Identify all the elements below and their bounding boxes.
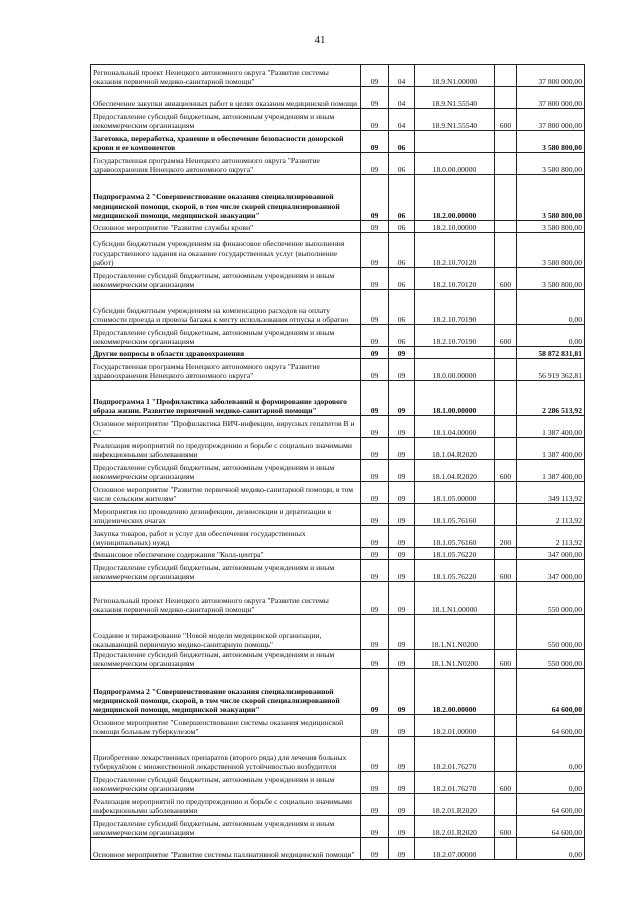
row-subsection: 09: [389, 347, 415, 359]
row-amount: 0,00: [517, 290, 585, 325]
row-name: Заготовка, переработка, хранение и обеспечение безопасности донорской крови и ее компонентов: [91, 131, 361, 153]
row-target-code: 18.2.10.00000: [415, 221, 495, 233]
row-target-code: 18.0.00.00000: [415, 153, 495, 175]
row-amount: 2 113,92: [517, 526, 585, 548]
row-name: Предоставление субсидий бюджетным, автономным учреждениям и иным некоммерческим организациям: [91, 772, 361, 794]
row-expense-type: [495, 482, 517, 504]
row-section: 09: [361, 838, 389, 860]
row-target-code: 18.2.10.70190: [415, 290, 495, 325]
row-amount: 3 580 800,00: [517, 268, 585, 290]
row-subsection: 09: [389, 560, 415, 582]
row-target-code: [415, 347, 495, 359]
row-subsection: 09: [389, 548, 415, 560]
row-name: Финансовое обеспечение содержания "Колл-центра": [91, 548, 361, 560]
row-expense-type: [495, 615, 517, 650]
row-expense-type: [495, 504, 517, 526]
row-section: 09: [361, 560, 389, 582]
row-subsection: 04: [389, 65, 415, 87]
budget-table-body: [91, 65, 585, 860]
row-target-code: 18.2.01.76270: [415, 737, 495, 772]
row-section: 09: [361, 669, 389, 715]
row-name: Создание и тиражирование "Новой модели медицинской организации, оказывающей первичную медико-санитарную помощь": [91, 615, 361, 650]
row-section: 09: [361, 347, 389, 359]
row-subsection: 09: [389, 460, 415, 482]
table-row: [91, 504, 585, 526]
row-subsection: 09: [389, 504, 415, 526]
row-target-code: 18.9.N1.55540: [415, 87, 495, 109]
row-amount: 0,00: [517, 737, 585, 772]
table-row: [91, 482, 585, 504]
row-amount: 64 600,00: [517, 794, 585, 816]
row-section: 09: [361, 109, 389, 131]
row-name: Закупка товаров, работ и услуг для обеспечения государственных (муниципальных) нужд: [91, 526, 361, 548]
row-expense-type: [495, 233, 517, 268]
table-row: [91, 381, 585, 416]
table-row: [91, 560, 585, 582]
row-expense-type: 600: [495, 650, 517, 669]
table-row: [91, 290, 585, 325]
row-expense-type: [495, 87, 517, 109]
row-amount: 64 600,00: [517, 669, 585, 715]
row-subsection: 06: [389, 221, 415, 233]
row-section: 09: [361, 416, 389, 438]
table-row: [91, 87, 585, 109]
row-target-code: 18.9.N1.00000: [415, 65, 495, 87]
row-expense-type: [495, 416, 517, 438]
row-name: Предоставление субсидий бюджетным, автономным учреждениям и иным некоммерческим организациям: [91, 650, 361, 669]
row-section: 09: [361, 715, 389, 737]
row-subsection: 09: [389, 816, 415, 838]
row-amount: 1 387 400,00: [517, 460, 585, 482]
row-target-code: 18.1.05.76160: [415, 526, 495, 548]
table-row: [91, 153, 585, 175]
row-target-code: 18.1.04.R2020: [415, 460, 495, 482]
row-expense-type: [495, 221, 517, 233]
table-row: [91, 325, 585, 347]
row-subsection: 04: [389, 109, 415, 131]
row-name: Предоставление субсидий бюджетным, автономным учреждениям и иным некоммерческим организациям: [91, 460, 361, 482]
row-name: Государственная программа Ненецкого автономного округа "Развитие здравоохранения Ненецкого автономного округа": [91, 153, 361, 175]
row-expense-type: [495, 153, 517, 175]
row-amount: 1 387 400,00: [517, 438, 585, 460]
row-subsection: 09: [389, 737, 415, 772]
row-name: Основное мероприятие "Совершенствование системы оказания медицинской помощи больным туберкулезом": [91, 715, 361, 737]
row-target-code: 18.2.10.70190: [415, 325, 495, 347]
row-name: Государственная программа Ненецкого автономного округа "Развитие здравоохранения Ненецкого автономного округа": [91, 359, 361, 381]
row-name: Основное мероприятие "Профилактика ВИЧ-инфекции, вирусных гепатитов В и С": [91, 416, 361, 438]
row-name: Подпрограмма 1 "Профилактика заболеваний и формирование здорового образа жизни. Развитие первичной медико-санитарной помощи": [91, 381, 361, 416]
table-row: [91, 268, 585, 290]
row-amount: 3 580 800,00: [517, 131, 585, 153]
row-target-code: 18.2.01.00000: [415, 715, 495, 737]
table-row: [91, 794, 585, 816]
row-name: Подпрограмма 2 "Совершенствование оказания специализированной медицинской помощи, скорой, в том числе скорой специализированной медицинской помощи, медицинской эвакуации": [91, 175, 361, 221]
row-target-code: 18.1.N1.N0200: [415, 650, 495, 669]
row-expense-type: [495, 131, 517, 153]
row-amount: 347 000,00: [517, 560, 585, 582]
row-section: 09: [361, 87, 389, 109]
row-section: 09: [361, 482, 389, 504]
row-section: 09: [361, 381, 389, 416]
row-subsection: 09: [389, 794, 415, 816]
row-expense-type: 200: [495, 526, 517, 548]
table-row: [91, 131, 585, 153]
row-section: 09: [361, 794, 389, 816]
row-name: Подпрограмма 2 "Совершенствование оказания специализированной медицинской помощи, скорой, в том числе скорой специализированной медицинской помощи, медицинской эвакуации": [91, 669, 361, 715]
row-amount: 37 800 000,00: [517, 109, 585, 131]
row-subsection: 09: [389, 650, 415, 669]
row-subsection: 06: [389, 290, 415, 325]
row-subsection: 06: [389, 131, 415, 153]
row-target-code: 18.1.00.00000: [415, 381, 495, 416]
row-amount: 347 000,00: [517, 548, 585, 560]
row-name: Предоставление субсидий бюджетным, автономным учреждениям и иным некоммерческим организациям: [91, 325, 361, 347]
table-row: [91, 650, 585, 669]
row-amount: 0,00: [517, 838, 585, 860]
row-section: 09: [361, 268, 389, 290]
row-expense-type: 600: [495, 772, 517, 794]
row-amount: 58 872 831,81: [517, 347, 585, 359]
row-section: 09: [361, 772, 389, 794]
row-section: 09: [361, 131, 389, 153]
row-section: 09: [361, 504, 389, 526]
row-target-code: 18.1.05.76160: [415, 504, 495, 526]
row-target-code: [415, 131, 495, 153]
row-expense-type: [495, 65, 517, 87]
row-subsection: 06: [389, 233, 415, 268]
row-subsection: 06: [389, 268, 415, 290]
row-expense-type: [495, 438, 517, 460]
table-row: [91, 548, 585, 560]
table-row: [91, 526, 585, 548]
row-subsection: 09: [389, 582, 415, 615]
table-row: [91, 175, 585, 221]
row-target-code: 18.1.04.00000: [415, 416, 495, 438]
row-target-code: 18.1.05.76220: [415, 548, 495, 560]
row-amount: 3 580 800,00: [517, 233, 585, 268]
row-expense-type: [495, 290, 517, 325]
row-target-code: 18.1.05.76220: [415, 560, 495, 582]
row-name: Реализация мероприятий по предупреждению и борьбе с социально значимыми инфекционными заболеваниями: [91, 794, 361, 816]
row-name: Основное мероприятие "Развитие первичной медико-санитарной помощи, в том числе сельским жителям": [91, 482, 361, 504]
row-target-code: 18.2.01.R2020: [415, 794, 495, 816]
row-expense-type: 600: [495, 109, 517, 131]
row-amount: 37 800 000,00: [517, 87, 585, 109]
table-row: [91, 221, 585, 233]
row-target-code: 18.1.04.R2020: [415, 438, 495, 460]
row-amount: 550 000,00: [517, 615, 585, 650]
row-subsection: 09: [389, 438, 415, 460]
row-amount: 3 580 800,00: [517, 153, 585, 175]
row-name: Другие вопросы в области здравоохранения: [91, 347, 361, 359]
row-target-code: 18.2.01.76270: [415, 772, 495, 794]
row-amount: 37 800 000,00: [517, 65, 585, 87]
row-section: 09: [361, 650, 389, 669]
row-subsection: 09: [389, 482, 415, 504]
row-name: Региональный проект Ненецкого автономного округа "Развитие системы оказания первичной медико-санитарной помощи": [91, 582, 361, 615]
table-row: [91, 838, 585, 860]
row-subsection: 06: [389, 325, 415, 347]
row-section: 09: [361, 526, 389, 548]
row-section: 09: [361, 582, 389, 615]
row-subsection: 09: [389, 526, 415, 548]
table-row: [91, 715, 585, 737]
row-amount: 1 387 400,00: [517, 416, 585, 438]
table-row: [91, 416, 585, 438]
row-amount: 550 000,00: [517, 650, 585, 669]
row-expense-type: 600: [495, 460, 517, 482]
row-section: 09: [361, 233, 389, 268]
row-subsection: 09: [389, 381, 415, 416]
row-expense-type: 600: [495, 325, 517, 347]
row-section: 09: [361, 737, 389, 772]
row-amount: 3 580 800,00: [517, 175, 585, 221]
row-expense-type: 600: [495, 816, 517, 838]
row-target-code: 18.2.10.70120: [415, 268, 495, 290]
table-row: [91, 615, 585, 650]
row-section: 09: [361, 153, 389, 175]
row-name: Основное мероприятие "Развитие системы паллиативной медицинской помощи": [91, 838, 361, 860]
row-target-code: 18.2.07.00000: [415, 838, 495, 860]
row-amount: 64 600,00: [517, 816, 585, 838]
row-section: 09: [361, 175, 389, 221]
row-name: Предоставление субсидий бюджетным, автономным учреждениям и иным некоммерческим организациям: [91, 109, 361, 131]
table-row: [91, 359, 585, 381]
row-subsection: 09: [389, 416, 415, 438]
row-expense-type: [495, 381, 517, 416]
row-section: 09: [361, 325, 389, 347]
row-section: 09: [361, 359, 389, 381]
row-expense-type: 600: [495, 560, 517, 582]
row-name: Предоставление субсидий бюджетным, автономным учреждениям и иным некоммерческим организациям: [91, 560, 361, 582]
row-expense-type: [495, 737, 517, 772]
row-expense-type: [495, 582, 517, 615]
row-section: 09: [361, 290, 389, 325]
row-amount: 56 919 362,81: [517, 359, 585, 381]
row-subsection: 09: [389, 715, 415, 737]
table-row: [91, 772, 585, 794]
table-row: [91, 669, 585, 715]
table-row: [91, 438, 585, 460]
row-expense-type: [495, 838, 517, 860]
row-expense-type: [495, 669, 517, 715]
row-name: Субсидии бюджетным учреждениям на финансовое обеспечение выполнения государственного задания на оказание государственных услуг (выполнение работ): [91, 233, 361, 268]
row-target-code: 18.1.05.00000: [415, 482, 495, 504]
row-target-code: 18.9.N1.55540: [415, 109, 495, 131]
table-row: [91, 460, 585, 482]
row-subsection: 06: [389, 175, 415, 221]
budget-table: [90, 64, 585, 860]
row-expense-type: [495, 794, 517, 816]
row-amount: 64 600,00: [517, 715, 585, 737]
row-name: Предоставление субсидий бюджетным, автономным учреждениям и иным некоммерческим организациям: [91, 268, 361, 290]
row-name: Реализация мероприятий по предупреждению и борьбе с социально значимыми инфекционными заболеваниями: [91, 438, 361, 460]
row-section: 09: [361, 460, 389, 482]
row-expense-type: [495, 548, 517, 560]
row-amount: 3 580 800,00: [517, 221, 585, 233]
row-name: Субсидии бюджетным учреждениям на компенсацию расходов на оплату стоимости проезда и провоза багажа к месту использования отпуска и обратно: [91, 290, 361, 325]
row-subsection: 09: [389, 359, 415, 381]
row-amount: 349 113,92: [517, 482, 585, 504]
row-target-code: 18.2.01.R2020: [415, 816, 495, 838]
row-subsection: 09: [389, 772, 415, 794]
table-row: [91, 109, 585, 131]
row-amount: 2 286 513,92: [517, 381, 585, 416]
row-expense-type: [495, 175, 517, 221]
table-row: [91, 65, 585, 87]
row-name: Предоставление субсидий бюджетным, автономным учреждениям и иным некоммерческим организациям: [91, 816, 361, 838]
table-row: [91, 816, 585, 838]
row-section: 09: [361, 615, 389, 650]
row-target-code: 18.2.10.70120: [415, 233, 495, 268]
table-row: [91, 582, 585, 615]
row-target-code: 18.1.N1.N0200: [415, 615, 495, 650]
row-name: Обеспечение закупки авиационных работ в целях оказания медицинской помощи: [91, 87, 361, 109]
table-row: [91, 233, 585, 268]
row-subsection: 09: [389, 669, 415, 715]
row-subsection: 04: [389, 87, 415, 109]
row-name: Региональный проект Ненецкого автономного округа "Развитие системы оказания первичной медико-санитарной помощи": [91, 65, 361, 87]
row-expense-type: [495, 715, 517, 737]
row-amount: 2 113,92: [517, 504, 585, 526]
row-target-code: 18.1.N1.00000: [415, 582, 495, 615]
row-name: Приобретение лекарственных препаратов (второго ряда) для лечения больных туберкулёзом с множественной лекарственной устойчивостью возбудителя: [91, 737, 361, 772]
table-row: [91, 737, 585, 772]
row-expense-type: [495, 359, 517, 381]
row-section: 09: [361, 221, 389, 233]
row-name: Мероприятия по проведению дезинфекции, дезинсекции и дератизации в эпидемических очагах: [91, 504, 361, 526]
page-number: 41: [314, 34, 326, 46]
row-amount: 0,00: [517, 772, 585, 794]
row-amount: 550 000,00: [517, 582, 585, 615]
row-target-code: 18.0.00.00000: [415, 359, 495, 381]
row-subsection: 09: [389, 838, 415, 860]
row-target-code: 18.2.00.00000: [415, 175, 495, 221]
row-subsection: 09: [389, 615, 415, 650]
row-section: 09: [361, 816, 389, 838]
row-expense-type: [495, 347, 517, 359]
row-section: 09: [361, 548, 389, 560]
row-expense-type: 600: [495, 268, 517, 290]
row-amount: 0,00: [517, 325, 585, 347]
row-section: 09: [361, 65, 389, 87]
table-row: [91, 347, 585, 359]
row-target-code: 18.2.00.00000: [415, 669, 495, 715]
row-section: 09: [361, 438, 389, 460]
row-name: Основное мероприятие "Развитие службы крови": [91, 221, 361, 233]
row-subsection: 06: [389, 153, 415, 175]
